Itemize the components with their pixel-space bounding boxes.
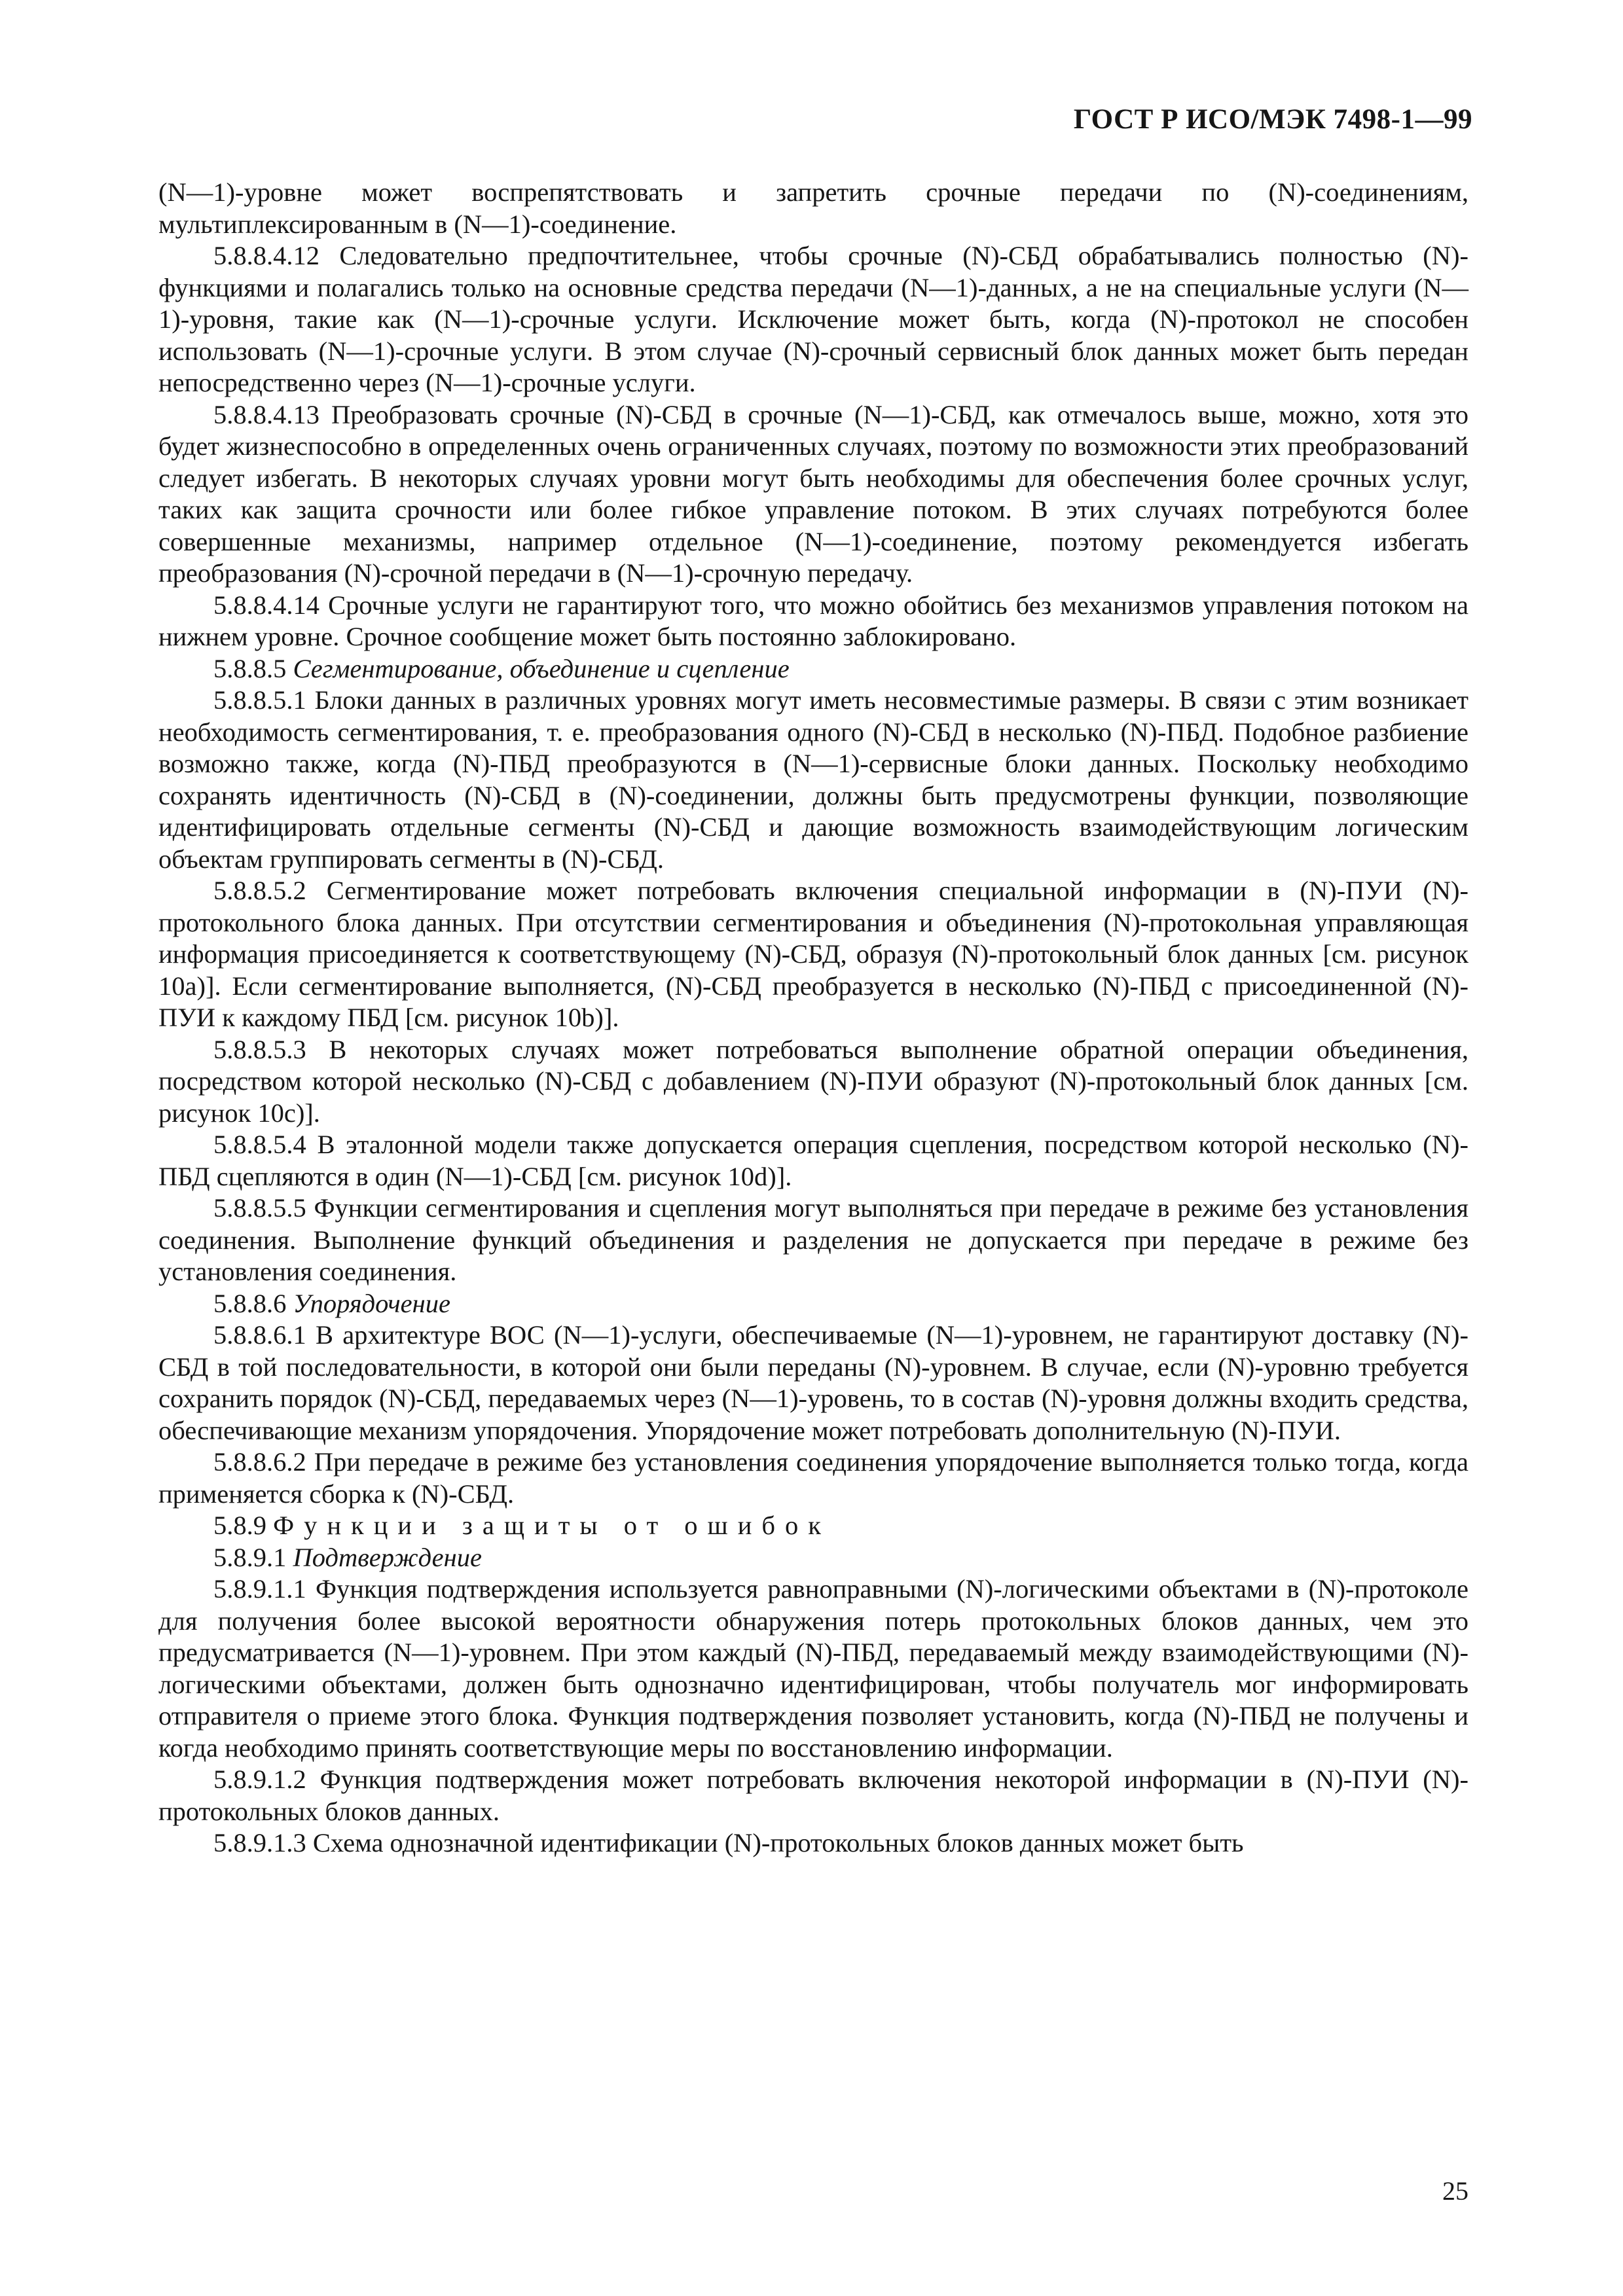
paragraph: 5.8.8.4.13 Преобразовать срочные (N)-СБД в срочные (N—1)-СБД, как отмечалось выше, можно, хотя это будет жизнеспособно в определенных очень ограниченных случаях, поэтому по возможности этих преобразований следует избегать. В некоторых случаях уровни могут быть необходимы для обеспечения более срочных услуг, таких как защита срочности или более гибкое управление потоком. В этих случаях потребуются более совершенные механизмы, например отдельное (N—1)-соединение, поэтому рекомендуется избегать преобразования (N)-срочной передачи в (N—1)-срочную передачу. (158, 399, 1468, 588)
clause-number: 5.8.9.1.2 (213, 1765, 306, 1794)
clause-number: 5.8.9.1 (213, 1542, 287, 1572)
section-heading (158, 653, 1468, 685)
paragraph: 5.8.9.1.1 Функция подтверждения используется равноправными (N)-логическими объектами в (N)-протоколе для получения более высокой вероятности обнаружения потерь протокольных блоков данных, чем это предусматривается (N—1)-уровнем. При этом каждый (N)-ПБД, передаваемый между взаимодействующими (N)-логическими объектами, должен быть однозначно идентифицирован, чтобы получатель мог информировать отправителя о приеме этого блока. Функция подтверждения позволяет установить, когда (N)-ПБД не получены и когда необходимо принять соответствующие меры по восстановлению информации. (158, 1574, 1469, 1763)
clause-number: 5.8.8.6 (213, 1288, 287, 1318)
clause-number: 5.8.8.5.4 (213, 1130, 306, 1159)
clause-number: 5.8.8.5.3 (213, 1034, 306, 1064)
page-number: 25 (1442, 2176, 1468, 2206)
clause-number: 5.8.8.5.2 (213, 876, 306, 905)
section-heading (158, 1542, 1468, 1574)
clause-number: 5.8.8.6.1 (213, 1320, 306, 1350)
document-header: ГОСТ Р ИСО/МЭК 7498-1—99 (1073, 104, 1472, 135)
paragraph: 5.8.8.5.5 Функции сегментирования и сцепления могут выполняться при передаче в режиме без установления соединения. Выполнение функций объединения и разделения не допускается при передаче в режиме без установления соединения. (158, 1193, 1468, 1286)
paragraph: 5.8.8.6.2 При передаче в режиме без установления соединения упорядочение выполняется только тогда, когда применяется сборка к (N)-СБД. (158, 1447, 1469, 1509)
paragraph: 5.8.8.6.1 В архитектуре ВОС (N—1)-услуги, обеспечиваемые (N—1)-уровнем, не гарантируют доставку (N)-СБД в той последовательности, в которой они были переданы (N)-уровнем. В случае, если (N)-уровню требуется сохранить порядок (N)-СБД, передаваемых через (N—1)-уровень, то в состав (N)-уровня должны входить средства, обеспечивающие механизм упорядочения. Упорядочение может потребовать дополнительную (N)-ПУИ. (158, 1320, 1469, 1445)
section-title: Функции защиты от ошибок (273, 1511, 831, 1540)
body-text (158, 177, 1468, 1859)
clause-number: 5.8.9.1.3 (213, 1828, 306, 1857)
section-heading (158, 1510, 1468, 1542)
section-title: Подтверждение (293, 1542, 482, 1572)
clause-number: 5.8.9.1.1 (213, 1574, 306, 1604)
clause-number: 5.8.8.5.1 (213, 685, 306, 715)
section-title: Упорядочение (293, 1288, 450, 1318)
paragraph: 5.8.8.4.14 Срочные услуги не гарантируют того, что можно обойтись без механизмов управления потоком на нижнем уровне. Срочное сообщение может быть постоянно заблокировано. (158, 590, 1469, 651)
section-heading (158, 1288, 1468, 1320)
paragraph: 5.8.8.5.3 В некоторых случаях может потребоваться выполнение обратной операции объединения, посредством которой несколько (N)-СБД с добавлением (N)-ПУИ образуют (N)-протокольный блок данных [см. рисунок 10c)]. (158, 1034, 1468, 1128)
section-title: Сегментирование, объединение и сцепление (293, 653, 790, 683)
paragraph: 5.8.8.4.12 Следовательно предпочтительнее, чтобы срочные (N)-СБД обрабатывались полностью (N)-функциями и полагались только на основные средства передачи (N—1)-данных, а не на специальные услуги (N—1)-уровня, такие как (N—1)-срочные услуги. Исключение может быть, когда (N)-протокол не способен использовать (N—1)-срочные услуги. В этом случае (N)-срочный сервисный блок данных может быть передан непосредственно через (N—1)-срочные услуги. (158, 241, 1468, 397)
paragraph: 5.8.9.1.3 Схема однозначной идентификации (N)-протокольных блоков данных может быть (213, 1828, 1244, 1857)
clause-number: 5.8.8.5 (213, 653, 287, 683)
paragraph: 5.8.9.1.2 Функция подтверждения может потребовать включения некоторой информации в (N)-ПУИ (N)-протокольных блоков данных. (158, 1765, 1469, 1826)
paragraph: (N—1)-уровне может воспрепятствовать и запретить срочные передачи по (N)-соединениям, мультиплексированным в (N—1)-соединение. (158, 177, 1468, 239)
paragraph: 5.8.8.5.1 Блоки данных в различных уровнях могут иметь несовместимые размеры. В связи с этим возникает необходимость сегментирования, т. е. преобразования одного (N)-СБД в несколько (N)-ПБД. Подобное разбиение возможно также, когда (N)-ПБД преобразуются в (N—1)-сервисные блоки данных. Поскольку необходимо сохранять идентичность (N)-СБД в (N)-соединении, должны быть предусмотрены функции, позволяющие идентифицировать отдельные сегменты (N)-СБД и дающие возможность взаимодействующим логическим объектам группировать сегменты в (N)-СБД. (158, 685, 1468, 874)
clause-number: 5.8.9 (213, 1511, 266, 1540)
clause-number: 5.8.8.5.5 (213, 1193, 306, 1223)
paragraph: 5.8.8.5.2 Сегментирование может потребовать включения специальной информации в (N)-ПУИ (N)-протокольного блока данных. При отсутствии сегментирования и объединения (N)-протокольная управляющая информация присоединяется к соответствующему (N)-СБД, образуя (N)-протокольный блок данных [см. рисунок 10а)]. Если сегментирование выполняется, (N)-СБД преобразуется в несколько (N)-ПБД с присоединенной (N)-ПУИ к каждому ПБД [см. рисунок 10b)]. (158, 876, 1468, 1032)
paragraph: 5.8.8.5.4 В эталонной модели также допускается операция сцепления, посредством которой несколько (N)-ПБД сцепляются в один (N—1)-СБД [см. рисунок 10d)]. (158, 1130, 1468, 1191)
clause-number: 5.8.8.4.14 (213, 590, 319, 620)
clause-number: 5.8.8.4.13 (213, 399, 319, 429)
clause-number: 5.8.8.6.2 (213, 1447, 306, 1477)
clause-number: 5.8.8.4.12 (213, 241, 319, 270)
